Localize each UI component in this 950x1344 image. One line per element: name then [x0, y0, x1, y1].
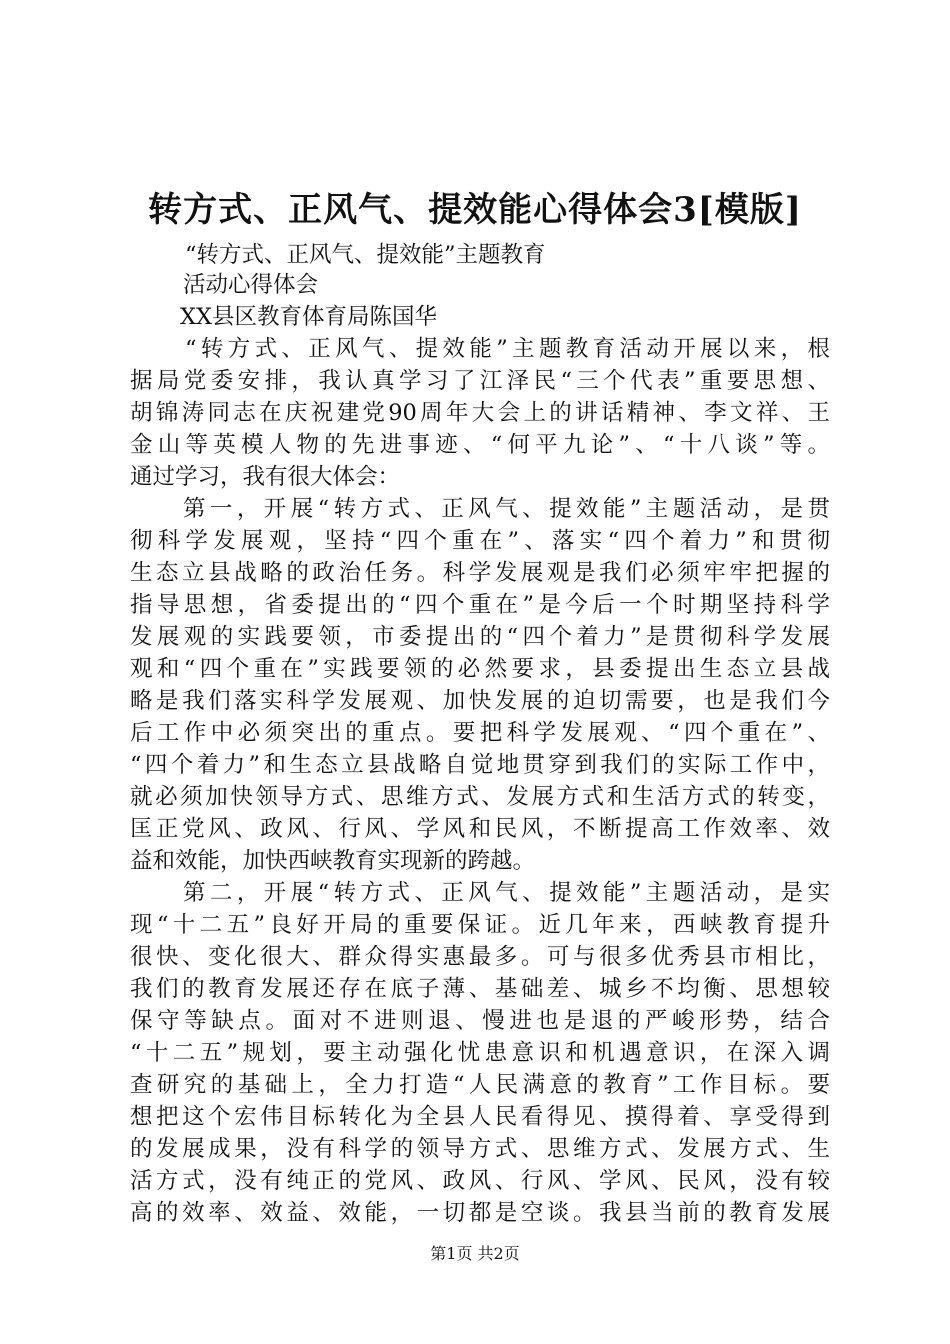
paragraph-3-line: 的发展成果，没有科学的领导方式、思维方式、发展方式、生 [130, 1136, 830, 1162]
paragraph-3-line: 第二，开展“转方式、正风气、提效能”主题活动，是实 [183, 880, 830, 906]
paragraph-1-line: 通过学习，我有很大体会： [130, 464, 401, 490]
paragraph-2-line: 就必须加快领导方式、思维方式、发展方式和生活方式的转变， [130, 784, 830, 810]
paragraph-3-line: 我们的教育发展还存在底子薄、基础差、城乡不均衡、思想较 [130, 976, 830, 1002]
paragraph-3-line: 活方式，没有纯正的党风、政风、行风、学风、民风，没有较 [130, 1168, 830, 1194]
paragraph-3-line: 高的效率、效益、效能，一切都是空谈。我县当前的教育发展 [130, 1200, 830, 1226]
paragraph-2-line: 益和效能，加快西峡教育实现新的跨越。 [130, 848, 536, 874]
paragraph-2-line: 发展观的实践要领，市委提出的“四个着力”是贯彻科学发展 [130, 624, 830, 650]
paragraph-1-line: “转方式、正风气、提效能”主题教育活动开展以来，根 [185, 336, 830, 362]
page-footer: 第1页 共2页 [430, 1244, 520, 1263]
paragraph-2-line: 后工作中必须突出的重点。要把科学发展观、“四个重在”、 [130, 720, 830, 746]
paragraph-3-line: 保守等缺点。面对不进则退、慢进也是退的严峻形势，结合 [130, 1008, 830, 1034]
header-line-author: XX县区教育体育局陈国华 [180, 304, 438, 330]
document-title: 转方式、正风气、提效能心得体会3[模版] [148, 190, 802, 230]
paragraph-2-line: 匡正党风、政风、行风、学风和民风，不断提高工作效率、效 [130, 816, 830, 842]
paragraph-2-line: 略是我们落实科学发展观、加快发展的迫切需要，也是我们今 [130, 688, 830, 714]
header-line-topic: “转方式、正风气、提效能”主题教育 [185, 242, 546, 268]
paragraph-1-line: 胡锦涛同志在庆祝建党90周年大会上的讲话精神、李文祥、王 [130, 400, 830, 426]
paragraph-2-line: 第一，开展“转方式、正风气、提效能”主题活动，是贯 [183, 496, 830, 522]
paragraph-3-line: 查研究的基础上，全力打造“人民满意的教育”工作目标。要 [130, 1072, 830, 1098]
paragraph-3-line: 想把这个宏伟目标转化为全县人民看得见、摸得着、享受得到 [130, 1104, 830, 1130]
paragraph-2-line: 观和“四个重在”实践要领的必然要求，县委提出生态立县战 [130, 656, 830, 682]
paragraph-2-line: 指导思想，省委提出的“四个重在”是今后一个时期坚持科学 [130, 592, 830, 618]
paragraph-2-line: “四个着力”和生态立县战略自觉地贯穿到我们的实际工作中， [130, 752, 830, 778]
paragraph-1-line: 据局党委安排，我认真学习了江泽民“三个代表”重要思想、 [130, 368, 830, 394]
paragraph-3-line: 现“十二五”良好开局的重要保证。近几年来，西峡教育提升 [130, 912, 830, 938]
paragraph-1-line: 金山等英模人物的先进事迹、“何平九论”、“十八谈”等。 [130, 432, 830, 458]
paragraph-3-line: “十二五”规划，要主动强化忧患意识和机遇意识，在深入调 [130, 1040, 830, 1066]
paragraph-2-line: 彻科学发展观，坚持“四个重在”、落实“四个着力”和贯彻 [130, 528, 830, 554]
header-line-subtitle: 活动心得体会 [183, 272, 319, 298]
paragraph-3-line: 很快、变化很大、群众得实惠最多。可与很多优秀县市相比， [130, 944, 830, 970]
paragraph-2-line: 生态立县战略的政治任务。科学发展观是我们必须牢牢把握的 [130, 560, 830, 586]
